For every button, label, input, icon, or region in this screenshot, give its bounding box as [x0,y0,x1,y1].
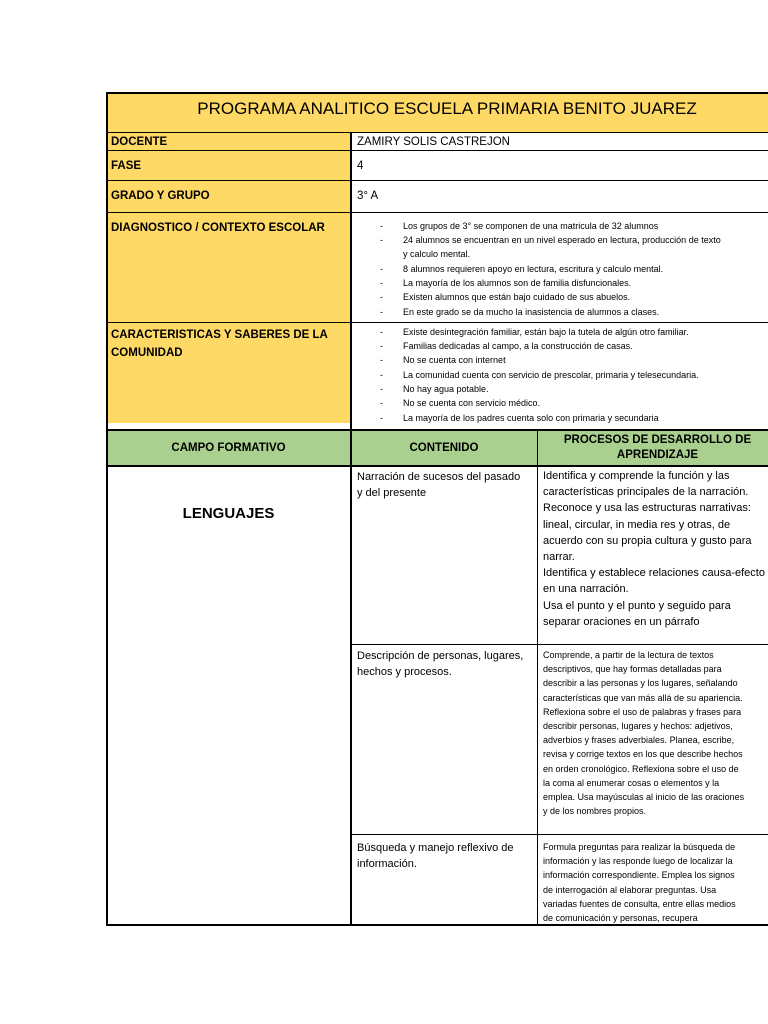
divider [537,430,538,926]
fase-label: FASE [111,160,142,172]
contenido-header: CONTENIDO [409,441,479,454]
campo-formativo-header: CAMPO FORMATIVO [171,441,286,454]
title-cell [106,92,768,132]
caracteristica-item: - No se cuenta con servicio médico. [380,398,541,409]
divider [350,132,352,926]
procesos-cell: Formula preguntas para realizar la búsqueda de información y las responde luego de localizar la información correspondiente. Emplea los signos de interrogación al elaborar preguntas. Usa variadas fuentes de consulta, entre ellas medios de comunicación y personas, recupera [543,842,736,924]
caracteristica-item: - La comunidad cuenta con servicio de prescolar, primaria y telesecundaria. [380,369,699,380]
table-border-bottom [106,924,768,926]
grado-grupo-value: 3° A [357,190,379,202]
diagnostico-item: - 8 alumnos requieren apoyo en lectura, escritura y calculo mental. [380,263,664,274]
diagnostico-item: - 24 alumnos se encuentran en un nivel esperado en lectura, producción de texto [380,235,721,246]
divider [351,834,768,835]
fase-value: 4 [357,160,364,172]
divider [351,644,768,645]
divider [106,212,768,213]
table-border-left [106,92,108,926]
diagnostico-item: y calculo mental. [403,249,471,260]
contenido-cell: Búsqueda y manejo reflexivo de información. [357,842,514,870]
divider [106,132,768,133]
divider [106,150,768,151]
diagnostico-item: - La mayoría de los alumnos son de familia disfuncionales. [380,277,632,288]
table-border-top [106,92,768,94]
diagnostico-item: - Los grupos de 3° se componen de una matricula de 32 alumnos [380,221,659,231]
label-column [106,132,351,423]
caracteristicas-list [351,324,768,424]
grado-grupo-label: GRADO Y GRUPO [111,190,210,202]
caracteristica-item: - Familias dedicadas al campo, a la construcción de casas. [380,341,633,352]
procesos-cell: Identifica y comprende la función y las características principales de la narración. Reconoce y usa las estructuras narrativas: lineal, circular, in media res y otras, de acuerdo con su propia cultura y gusto para narrar. Identifica y establece relaciones causa-efecto en una narración. Usa el punto y el punto y seguido para separar oraciones en un párrafo [543,470,765,628]
docente-value: ZAMIRY SOLIS CASTREJON [357,136,510,148]
docente-label: DOCENTE [111,136,168,148]
campo-formativo-value: LENGUAJES [182,505,275,522]
caracteristica-item: - No hay agua potable. [380,383,489,394]
contenido-cell: Narración de sucesos del pasado y del presente [357,471,521,499]
programa-analitico-table [106,92,768,926]
divider [106,180,768,181]
caracteristicas-label: CARACTERISTICAS Y SABERES DE LA COMUNIDAD [111,329,328,359]
diagnostico-item: - En este grado se da mucho la inasistencia de alumnos a clases. [380,307,660,318]
divider [106,322,768,323]
caracteristica-item: - La mayoría de los padres cuenta solo con primaria y secundaria [380,413,659,424]
procesos-header: PROCESOS DE DESARROLLO DE APRENDIZAJE [563,434,752,461]
procesos-cell: Comprende, a partir de la lectura de textos descriptivos, que hay formas detalladas para describir a las personas y los lugares, señalando características que van más allá de su apariencia. Reflexiona sobre el uso de palabras y frases para describir personas, lugares y hechos: adjetivos, adverbios y frases adverbiales. Planea, escribe, revisa y corrige textos en los que describe hechos en orden cronológico. Reflexiona sobre el uso de la coma al enumerar cosas o elementos y la emplea. Usa mayúsculas al inicio de las oraciones y de los nombres propios. [543,650,745,817]
document-title: PROGRAMA ANALITICO ESCUELA PRIMARIA BENITO JUAREZ [197,99,697,118]
diagnostico-list [351,218,768,320]
diagnostico-label: DIAGNOSTICO / CONTEXTO ESCOLAR [111,222,325,234]
caracteristica-item: - Existe desintegración familiar, están bajo la tutela de algún otro familiar. [380,327,689,337]
caracteristica-item: - No se cuenta con internet [380,355,506,366]
contenido-cell: Descripción de personas, lugares, hechos y procesos. [357,650,524,678]
diagnostico-item: - Existen alumnos que están bajo cuidado de sus abuelos. [380,292,631,303]
divider [106,465,768,467]
divider [106,429,768,431]
